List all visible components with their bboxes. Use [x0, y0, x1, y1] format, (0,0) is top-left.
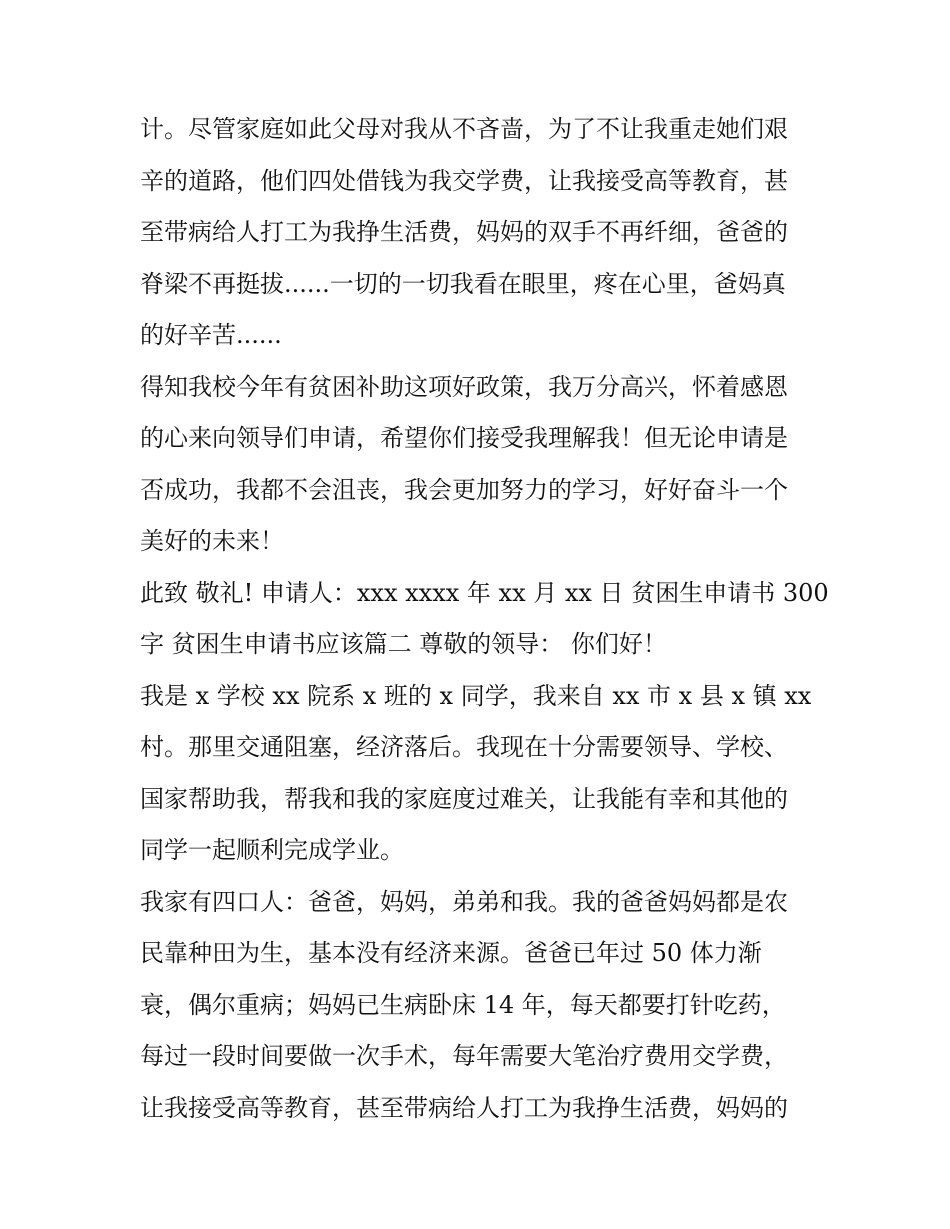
- text-line: 否成功，我都不会沮丧，我会更加努力的学习，好好奋斗一个: [140, 475, 788, 504]
- text-line: 我是 x 学校 xx 院系 x 班的 x 同学，我来自 xx 市 x 县 x 镇 xx: [140, 681, 812, 710]
- text-line: 辛的道路，他们四处借钱为我交学费，让我接受高等教育，甚: [140, 166, 788, 195]
- text-line: 字 贫困生申请书应该篇二 尊敬的领导： 你们好！: [140, 630, 667, 658]
- text-line: 得知我校今年有贫困补助这项好政策，我万分高兴，怀着感恩: [140, 372, 788, 401]
- text-line: 我家有四口人：爸爸，妈妈，弟弟和我。我的爸爸妈妈都是农: [140, 887, 788, 916]
- text-line: 的心来向领导们申请，希望你们接受我理解我！但无论申请是: [140, 424, 788, 452]
- text-line: 美好的未来！: [140, 527, 284, 555]
- text-line: 国家帮助我，帮我和我的家庭度过难关，让我能有幸和其他的: [140, 784, 788, 813]
- text-line: 计。尽管家庭如此父母对我从不吝啬，为了不让我重走她们艰: [140, 115, 788, 143]
- document-body: [140, 104, 830, 1134]
- text-line: 每过一段时间要做一次手术，每年需要大笔治疗费用交学费，: [140, 1042, 788, 1070]
- text-line: 至带病给人打工为我挣生活费，妈妈的双手不再纤细，爸爸的: [140, 218, 788, 246]
- text-line: 民靠种田为生，基本没有经济来源。爸爸已年过 50 体力渐: [140, 939, 762, 967]
- text-line: 衰，偶尔重病；妈妈已生病卧床 14 年，每天都要打针吃药，: [140, 990, 786, 1019]
- text-line: 让我接受高等教育，甚至带病给人打工为我挣生活费，妈妈的: [140, 1093, 788, 1122]
- text-line: 村。那里交通阻塞，经济落后。我现在十分需要领导、学校、: [140, 733, 788, 761]
- text-line: 此致 敬礼! 申请人：xxx xxxx 年 xx 月 xx 日 贫困生申请书 300: [140, 578, 829, 607]
- text-line: 的好辛苦......: [140, 321, 282, 349]
- text-line: 脊梁不再挺拔......一切的一切我看在眼里，疼在心里，爸妈真: [140, 269, 786, 298]
- text-line: 同学一起顺利完成学业。: [140, 836, 404, 864]
